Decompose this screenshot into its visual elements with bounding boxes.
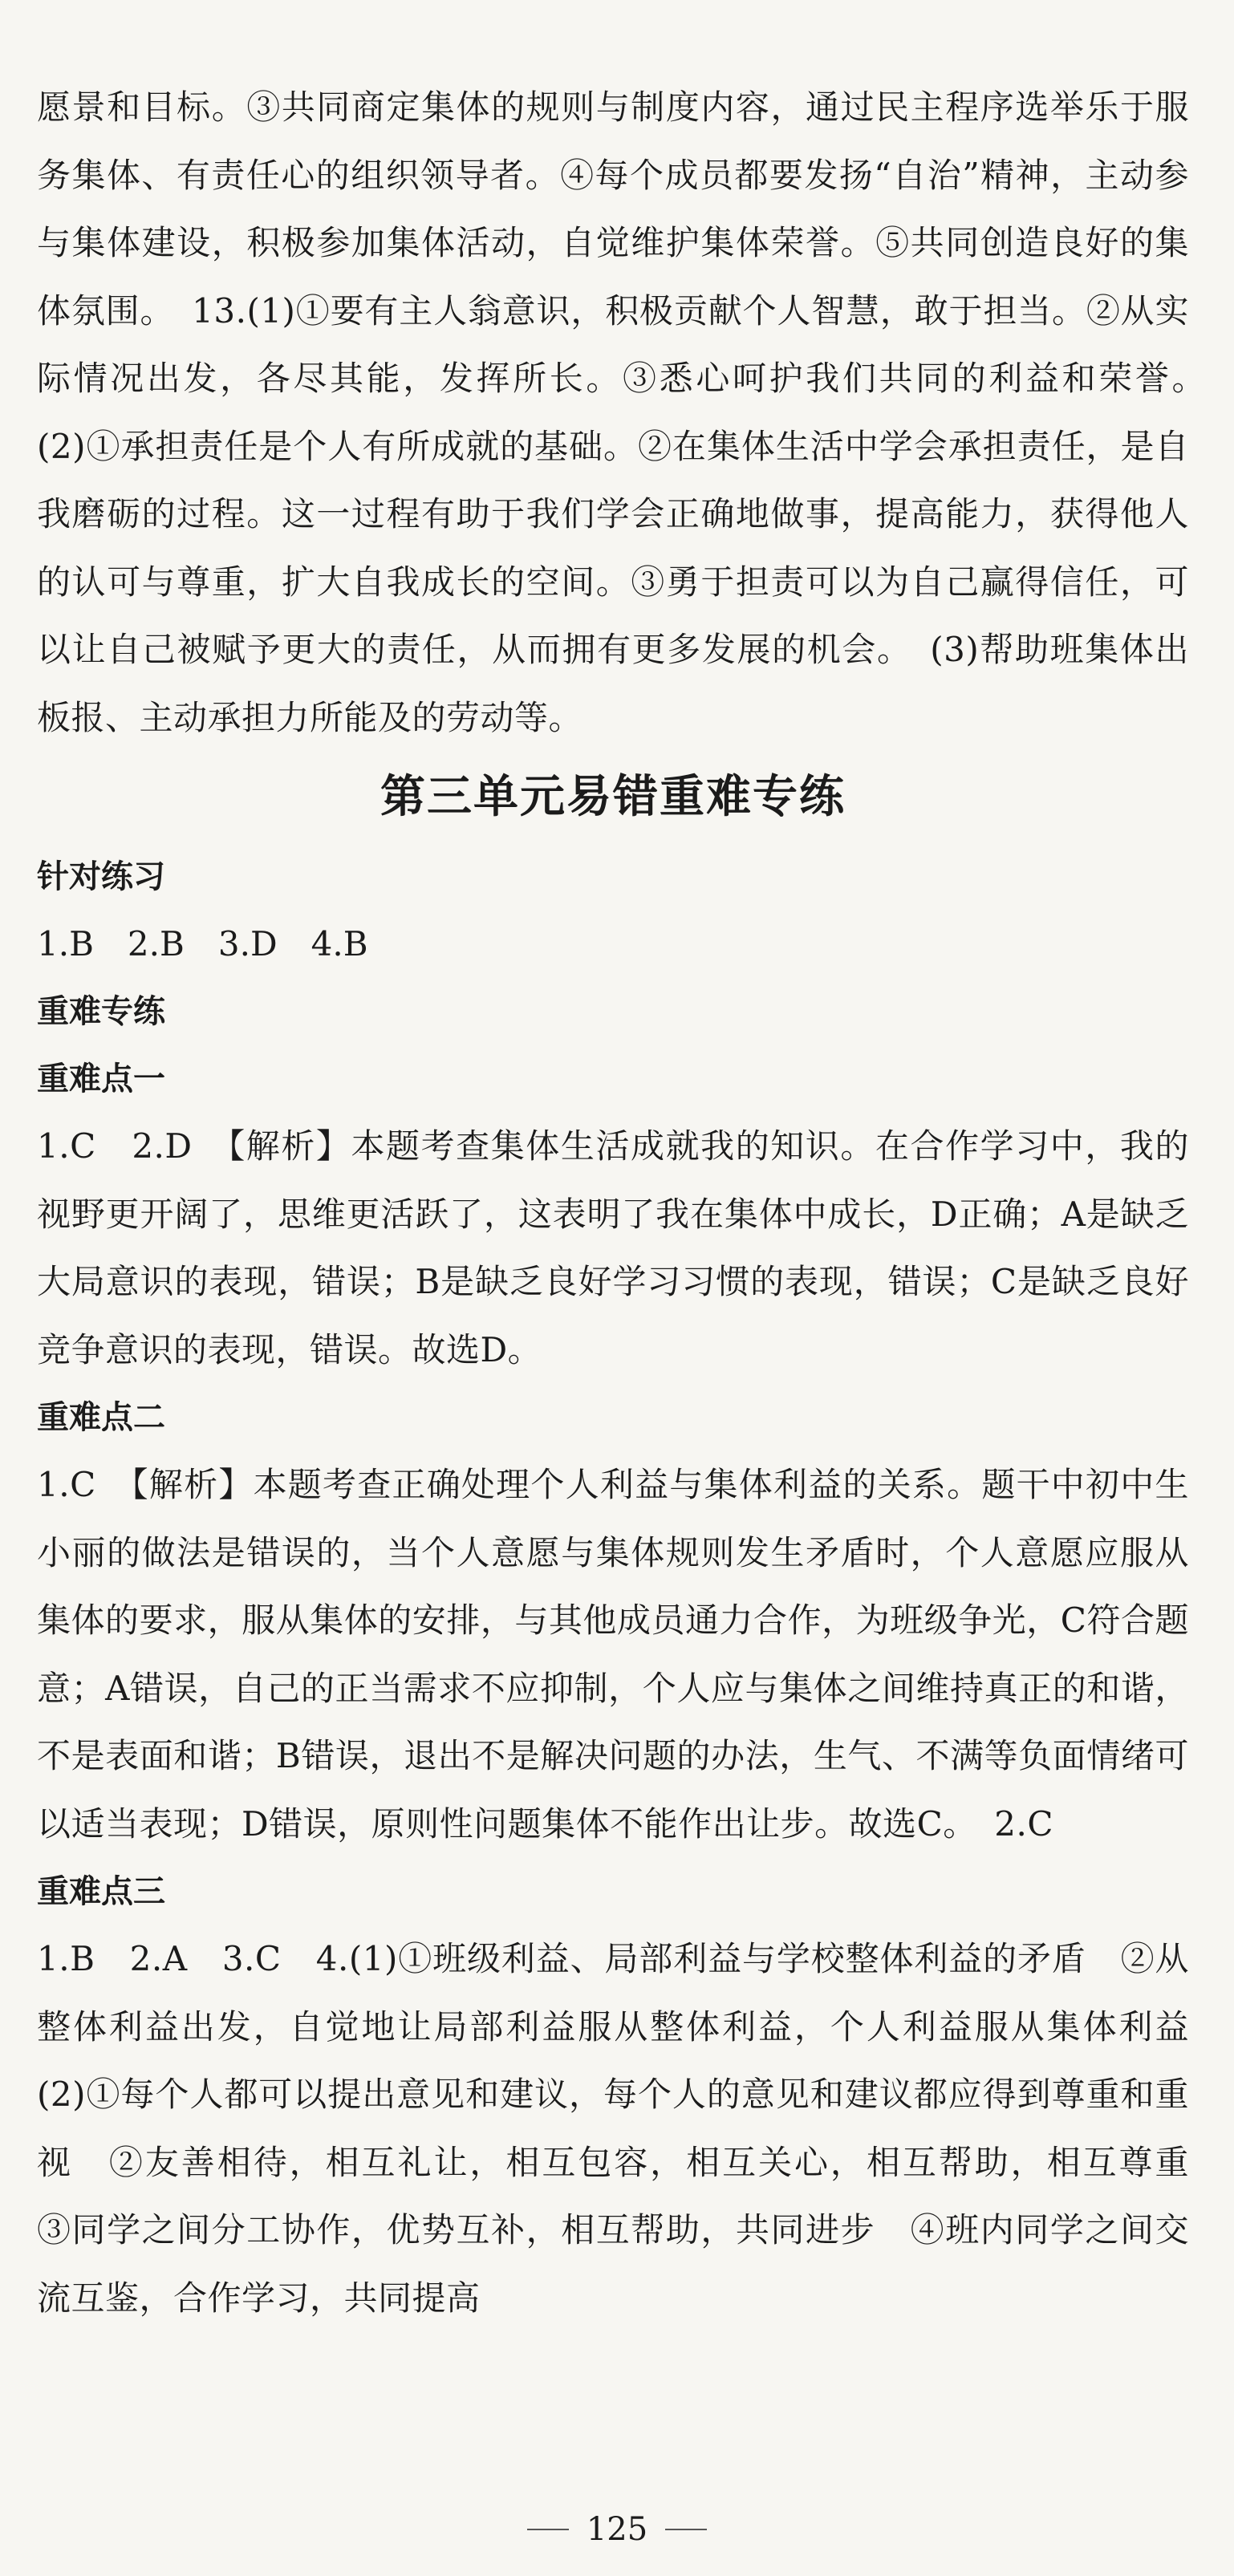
targeted-practice-heading: 针对练习 [37,858,165,895]
key-point-1-text: 1.C 2.D 【解析】本题考查集体生活成就我的知识。在合作学习中，我的视野更开阔了，思维更活跃了，这表明了我在集体中成长，D正确；A是缺乏大局意识的表现，错误；B是缺乏良好学习习惯的表现，错误；C是缺乏良好竞争意识的表现，错误。故选D。 [37,1126,1189,1369]
left-dash [527,2529,569,2530]
targeted-practice-answers: 1.B 2.B 3.D 4.B [37,924,368,963]
section-title: 第三单元易错重难专练 [380,771,846,823]
key-point-2-heading: 重难点二 [37,1399,165,1436]
right-dash [665,2529,707,2530]
key-point-3-heading: 重难点三 [37,1873,165,1910]
key-point-1-heading: 重难点一 [37,1061,165,1097]
key-point-3-text: 1.B 2.A 3.C 4.(1)①班级利益、局部利益与学校整体利益的矛盾 ②从整体利益出发，自觉地让局部利益服从整体利益，个人利益服从集体利益 (2)①每个人都可以提出意见和建议，每个人的意见和建议都应得到尊重和重视 ②友善相待，相互礼让，相互包容，相互关心，相互帮助，相互尊重 ③同学之间分工协作，优势互补，相互帮助，共同进步 ④班内同学之间交流互鉴，合作学习，共同提高 [37,1939,1224,2318]
page-footer [0,2509,1234,2550]
page-number: 125 [586,2511,648,2548]
key-difficult-heading: 重难专练 [37,993,165,1030]
key-point-2-text: 1.C 【解析】本题考查正确处理个人利益与集体利益的关系。题干中初中生小丽的做法是错误的，当个人意愿与集体规则发生矛盾时，个人意愿应服从集体的要求，服从集体的安排，与其他成员通力合作，为班级争光，C符合题意；A错误，自己的正当需求不应抑制，个人应与集体之间维持真正的和谐，不是表面和谐；B错误，退出不是解决问题的办法，生气、不满等负面情绪可以适当表现；D错误，原则性问题集体不能作出让步。故选C。 2.C [37,1465,1189,1844]
continued-answer-text: 愿景和目标。③共同商定集体的规则与制度内容，通过民主程序选举乐于服务集体、有责任心的组织领导者。④每个成员都要发扬“自治”精神，主动参与集体建设，积极参加集体活动，自觉维护集体荣誉。⑤共同创造良好的集体氛围。 13.(1)①要有主人翁意识，积极贡献个人智慧，敢于担当。②从实际情况出发，各尽其能，发挥所长。③悉心呵护我们共同的利益和荣誉。 (2)①承担责任是个人有所成就的基础。②在集体生活中学会承担责任，是自我磨砺的过程。这一过程有助于我们学会正确地做事，提高能力，获得他人的认可与尊重，扩大自我成长的空间。③勇于担责可以为自己赢得信任，可以让自己被赋予更大的责任，从而拥有更多发展的机会。 (3)帮助班集体出板报、主动承担力所能及的劳动等。 [37,87,1224,737]
